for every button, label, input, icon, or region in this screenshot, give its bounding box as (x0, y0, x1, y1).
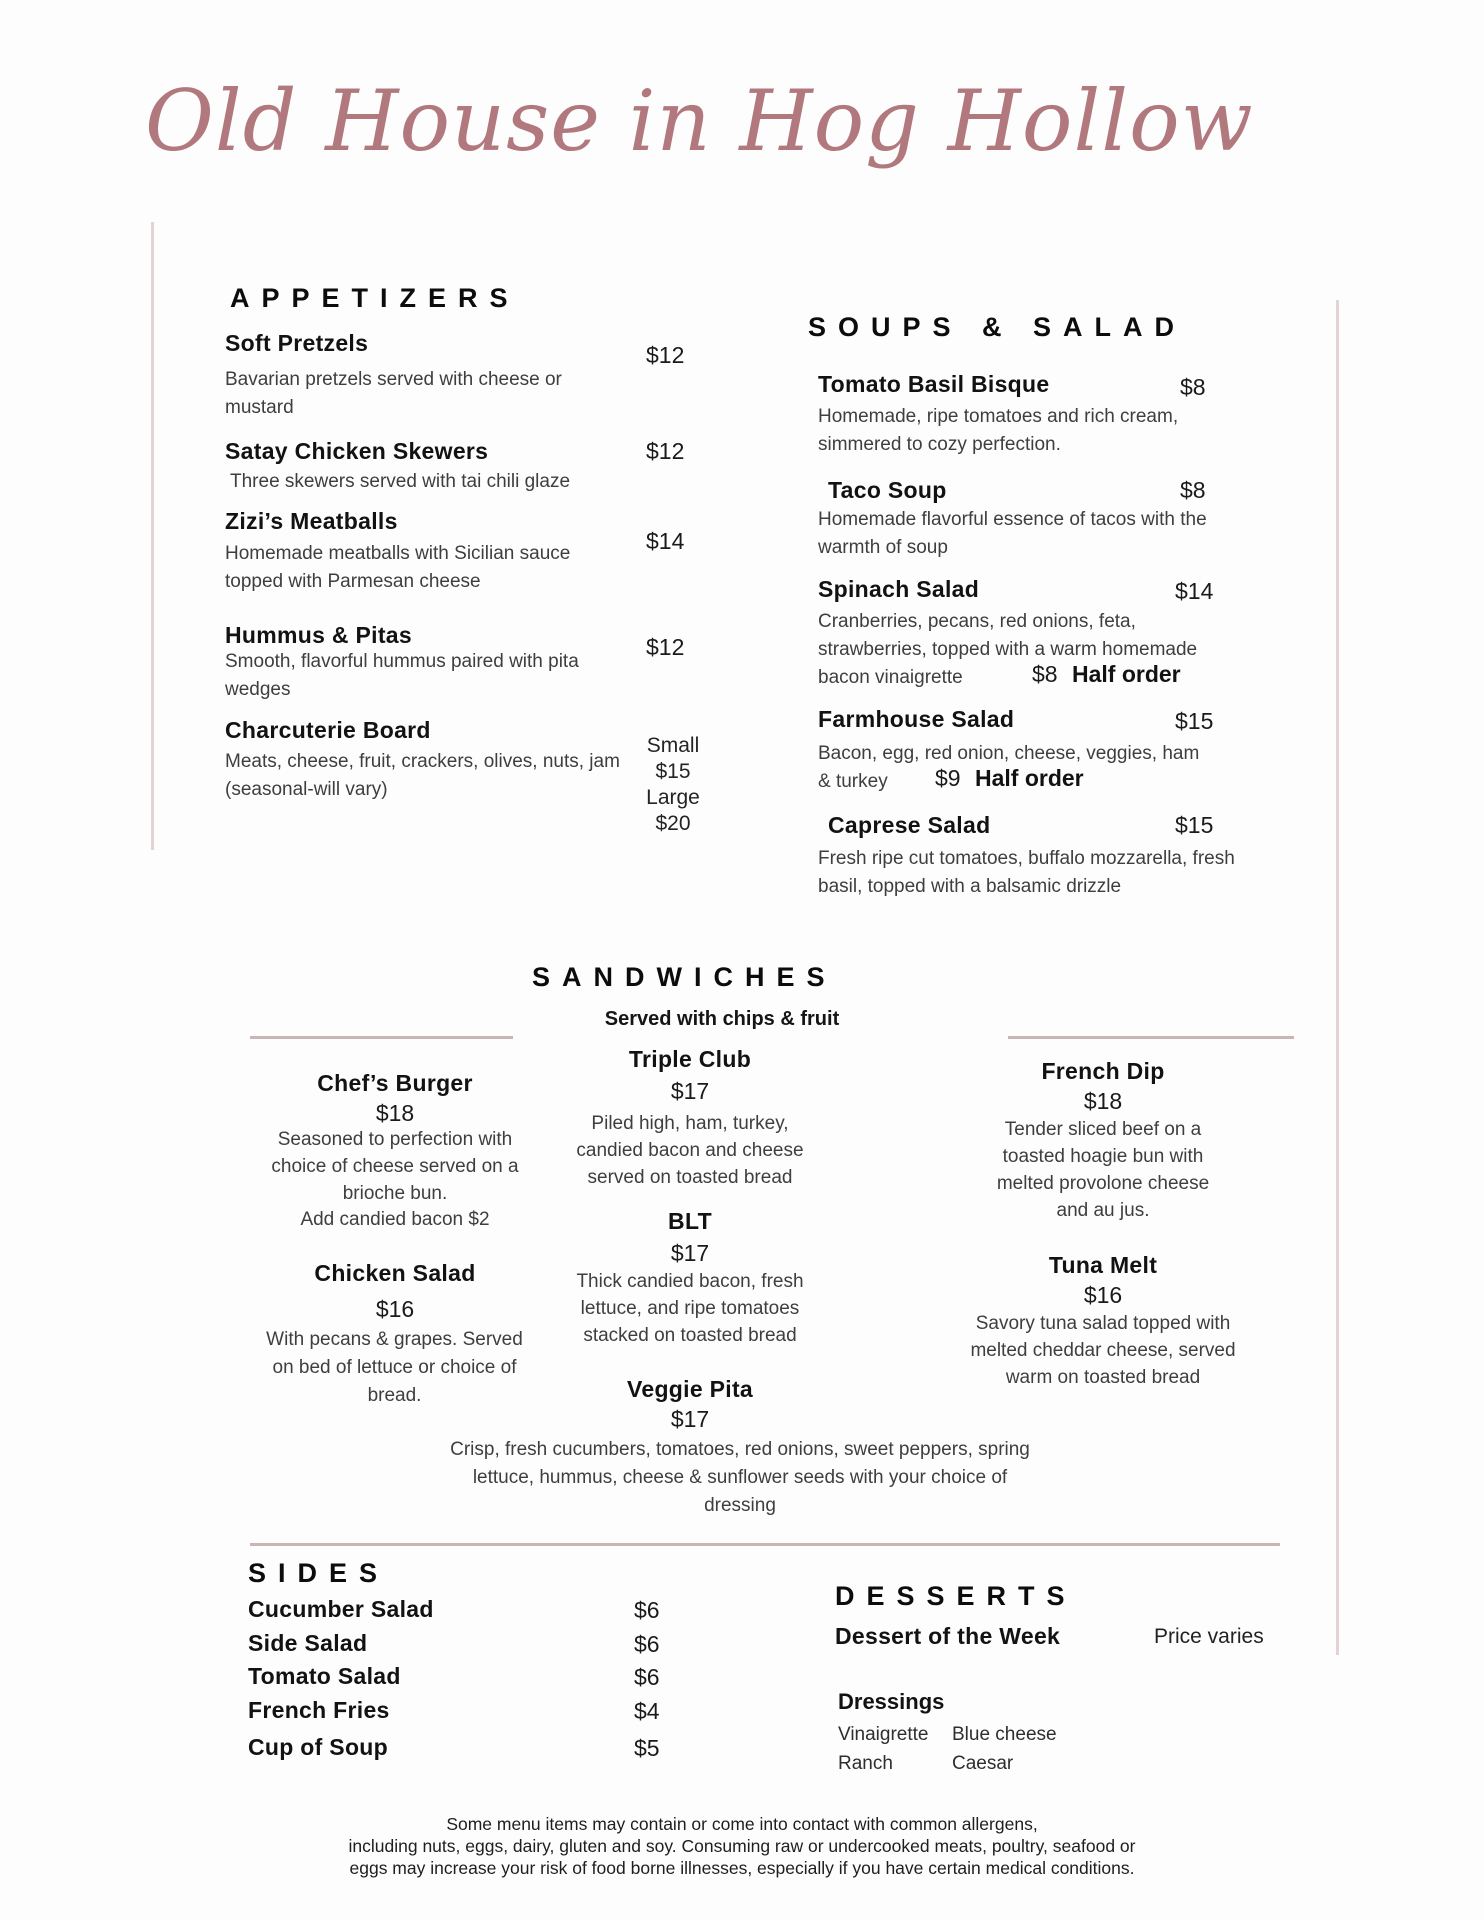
allergen-disclaimer-line: Some menu items may contain or come into contact with common allergens, (446, 1814, 1038, 1834)
menu-item-desc: Bavarian pretzels served with cheese or mustard (225, 369, 562, 418)
menu-item-desc: With pecans & grapes. Served on bed of lettuce or choice of bread. (266, 1329, 523, 1406)
left-vertical-rule (151, 222, 154, 850)
menu-item-name: Hummus & Pitas (225, 622, 412, 648)
menu-item-desc: Homemade meatballs with Sicilian sauce topped with Parmesan cheese (225, 543, 571, 592)
size-price: $15 (655, 760, 691, 783)
menu-item-name: French Dip (1041, 1058, 1165, 1084)
menu-item-desc: Piled high, ham, turkey, candied bacon and cheese served on toasted bread (576, 1113, 804, 1188)
sandwiches-heading: SANDWICHES (532, 962, 837, 992)
soups-heading: SOUPS & SALAD (808, 312, 1187, 342)
dressing-option: Blue cheese (952, 1724, 1057, 1745)
menu-item-price: $14 (646, 528, 685, 554)
menu-item-desc: Crisp, fresh cucumbers, tomatoes, red onions, sweet peppers, spring lettuce, hummus, cheese & sunflower seeds with your choice of dressing (450, 1439, 1030, 1516)
desserts-heading: DESSERTS (835, 1581, 1077, 1611)
menu-item-name: Dessert of the Week (835, 1623, 1061, 1649)
menu-item-name: Cucumber Salad (248, 1596, 434, 1622)
menu-item-name: Chicken Salad (314, 1260, 476, 1286)
menu-item-price: $6 (634, 1631, 660, 1657)
menu-item-desc: Bacon, egg, red onion, cheese, veggies, ham (818, 743, 1200, 764)
appetizers-heading: APPETIZERS (230, 283, 520, 313)
menu-item-price: $8 (1180, 374, 1206, 400)
menu-item-price: $17 (670, 1406, 710, 1432)
left-divider-line (250, 1036, 513, 1039)
menu-item-price: $17 (670, 1078, 710, 1104)
menu-item-name: Triple Club (628, 1046, 752, 1072)
menu-item-price: $12 (646, 634, 685, 660)
menu-item-name: Side Salad (248, 1630, 368, 1656)
menu-item-desc-tail: & turkey (818, 771, 888, 792)
allergen-disclaimer-line: including nuts, eggs, dairy, gluten and soy. Consuming raw or undercooked meats, poultry, seafood or (348, 1836, 1136, 1856)
sides-heading: SIDES (248, 1558, 390, 1588)
menu-item-price: $16 (1083, 1282, 1123, 1308)
size-price: $20 (655, 812, 691, 835)
menu-item-price: $14 (1175, 578, 1214, 604)
menu-item-desc: Homemade flavorful essence of tacos with the warmth of soup (818, 509, 1207, 558)
right-vertical-rule (1336, 300, 1339, 1655)
right-divider-line (1008, 1036, 1294, 1039)
menu-item-note: Add candied bacon $2 (300, 1209, 490, 1230)
menu-item-desc: Seasoned to perfection with choice of cheese served on a brioche bun. (271, 1129, 519, 1204)
size-label: Small (646, 734, 700, 757)
menu-item-price: $17 (670, 1240, 710, 1266)
menu-item-name: BLT (668, 1208, 712, 1234)
menu-item-name: Veggie Pita (626, 1376, 753, 1402)
menu-item-price: $5 (634, 1735, 660, 1761)
half-order-label: Half order (975, 765, 1084, 791)
menu-item-price: $16 (375, 1296, 415, 1322)
menu-item-desc: Tender sliced beef on a toasted hoagie bun with melted provolone cheese and au jus. (996, 1119, 1210, 1221)
sandwiches-subheading: Served with chips & fruit (604, 1008, 840, 1030)
menu-item-desc: Savory tuna salad topped with melted cheddar cheese, served warm on toasted bread (970, 1313, 1236, 1388)
menu-item-name: French Fries (248, 1697, 390, 1723)
menu-item-name: Taco Soup (828, 477, 947, 503)
menu-item-name: Cup of Soup (248, 1734, 388, 1760)
menu-item-price: $15 (1175, 708, 1214, 734)
dressing-option: Vinaigrette (838, 1724, 929, 1745)
menu-item-price: $18 (1083, 1088, 1123, 1114)
menu-item-name: Zizi’s Meatballs (225, 508, 398, 534)
menu-item-price: $12 (646, 342, 685, 368)
menu-item-desc: Thick candied bacon, fresh lettuce, and ripe tomatoes stacked on toasted bread (576, 1271, 804, 1346)
menu-item-desc: Homemade, ripe tomatoes and rich cream, simmered to cozy perfection. (818, 406, 1179, 455)
menu-item-name: Satay Chicken Skewers (225, 438, 489, 464)
menu-item-name: Charcuterie Board (225, 717, 431, 743)
menu-item-desc: Smooth, flavorful hummus paired with pita wedges (225, 651, 579, 700)
menu-item-name: Tomato Salad (248, 1663, 401, 1689)
dressing-option: Ranch (838, 1753, 893, 1774)
menu-item-price: $15 (1175, 812, 1214, 838)
size-label: Large (646, 786, 700, 809)
half-order-price: $8 (1032, 661, 1058, 687)
menu-item-desc: Cranberries, pecans, red onions, feta, strawberries, topped with a warm homemade (818, 611, 1198, 660)
menu-item-name: Caprese Salad (828, 812, 991, 838)
menu-item-name: Chef’s Burger (317, 1070, 473, 1096)
menu-item-name: Soft Pretzels (225, 330, 369, 356)
menu-item-name: Spinach Salad (818, 576, 980, 602)
menu-item-price: $12 (646, 438, 685, 464)
restaurant-title: Old House in Hog Hollow (145, 72, 1254, 170)
menu-item-price: Price varies (1154, 1625, 1264, 1648)
menu-item-desc: Fresh ripe cut tomatoes, buffalo mozzarella, fresh basil, topped with a balsamic drizzle (818, 848, 1235, 897)
charcuterie-size-block (633, 733, 713, 837)
menu-item-name: Tuna Melt (1048, 1252, 1158, 1278)
allergen-disclaimer-line: eggs may increase your risk of food borne illnesses, especially if you have certain medical conditions. (349, 1858, 1135, 1878)
menu-item-price: $6 (634, 1597, 660, 1623)
menu-item-price: $6 (634, 1664, 660, 1690)
menu-item-name: Farmhouse Salad (818, 706, 1015, 732)
menu-item-price: $4 (634, 1698, 660, 1724)
menu-item-desc: Three skewers served with tai chili glaze (230, 471, 571, 492)
menu-item-name: Tomato Basil Bisque (818, 371, 1050, 397)
menu-item-price: $8 (1180, 477, 1206, 503)
half-order-price: $9 (935, 765, 961, 791)
dressing-option: Caesar (952, 1753, 1014, 1774)
half-order-label: Half order (1072, 661, 1181, 687)
menu-item-desc: Meats, cheese, fruit, crackers, olives, nuts, jam (seasonal-will vary) (225, 751, 620, 800)
sides-divider-line (250, 1543, 1280, 1546)
menu-item-price: $18 (375, 1100, 415, 1126)
menu-item-desc-tail: bacon vinaigrette (818, 667, 963, 688)
dressings-heading: Dressings (838, 1689, 945, 1714)
